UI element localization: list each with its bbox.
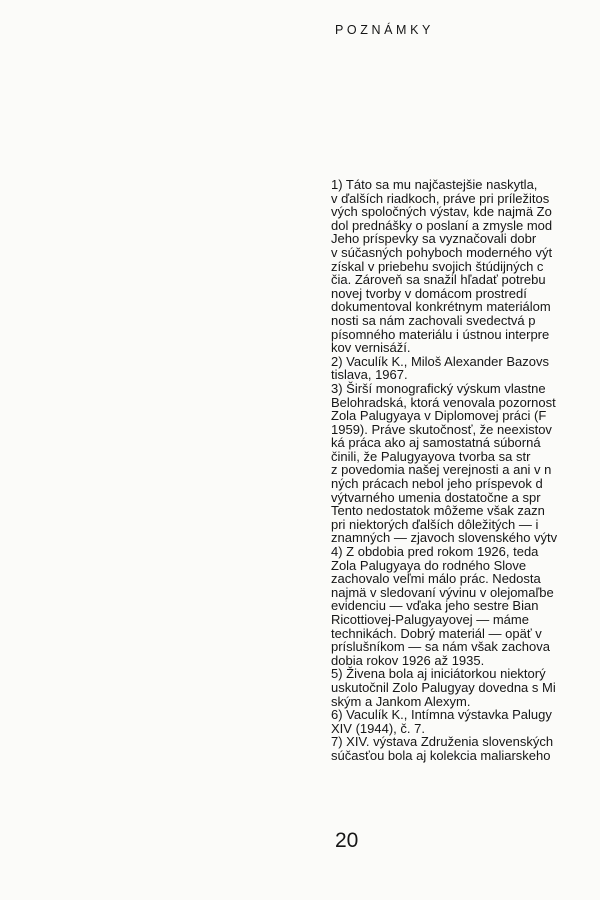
note-line: ká práca ako aj samostatná súborná xyxy=(331,435,541,451)
note-line: Ricottiovej-Palugyayovej — máme xyxy=(331,612,529,627)
note-line: Tento nedostatok môžeme však zazn xyxy=(331,503,545,519)
note-line: 4) Z obdobia pred rokom 1926, teda xyxy=(331,544,539,560)
note-line: činili, že Palugyayova tvorba sa str xyxy=(331,448,531,464)
note-line: ných prácach nebol jeho príspevok d xyxy=(331,476,543,492)
note-line: ským a Jankom Alexym. xyxy=(331,693,471,709)
note-line: kov vernisáží. xyxy=(331,340,411,356)
note-line: súčasťou bola aj kolekcia maliarskeho xyxy=(331,747,551,763)
note-line: 6) Vaculík K., Intímna výstavka Palugy xyxy=(331,707,552,723)
note-line: tislava, 1967. xyxy=(331,367,408,383)
note-line: novej tvorby v domácom prostredí xyxy=(331,285,527,301)
note-line: z povedomia našej verejnosti a ani v n xyxy=(331,462,552,478)
note-line: dokumentoval konkrétnym materiálom xyxy=(331,299,551,315)
note-line: najmä v sledovaní vývinu v olejomaľbe xyxy=(331,584,554,600)
note-line: technikách. Dobrý materiál — opäť v xyxy=(331,625,542,641)
note-line: zachovalo veľmi málo prác. Nedosta xyxy=(331,571,541,587)
note-line: čia. Zároveň sa snažil hľadať potrebu xyxy=(331,272,546,288)
note-line: v súčasných pohyboch moderného výt xyxy=(331,244,553,260)
note-line: v ďalších riadkoch, práve pri príležitos xyxy=(331,190,550,206)
note-line: 1) Táto sa mu najčastejšie naskytla, xyxy=(331,177,538,192)
note-line: príslušníkom — sa nám však zachova xyxy=(331,639,550,655)
note-line: 1959). Práve skutočnosť, že neexistov xyxy=(331,421,552,437)
note-line: Jeho príspevky sa vyznačovali dobr xyxy=(331,231,537,247)
note-line: písomného materiálu i ústnou interpre xyxy=(331,326,550,342)
note-line: vých spoločných výstav, kde najmä Zo xyxy=(331,204,552,220)
note-line: nosti sa nám zachovali svedectvá p xyxy=(331,312,536,328)
note-line: získal v priebehu svojich štúdijných c xyxy=(331,258,544,274)
footnotes-list xyxy=(331,178,600,763)
note-line: 7) XIV. výstava Združenia slovenských xyxy=(331,734,554,750)
note-line: znamných — zjavoch slovenského výtv xyxy=(331,530,558,546)
note-line: uskutočnil Zolo Palugyay dovedna s Mi xyxy=(331,679,556,695)
note-line: evidenciu — vďaka jeho sestre Bian xyxy=(331,598,539,614)
note-line: Zola Palugyaya v Diplomovej práci (F xyxy=(331,408,547,424)
section-heading: POZNÁMKY xyxy=(335,23,434,37)
note-line: XIV (1944), č. 7. xyxy=(331,720,425,736)
note-line: Belohradská, ktorá venovala pozornost xyxy=(331,394,556,410)
note-line: pri niektorých ďalších dôležitých — i xyxy=(331,516,539,532)
note-line: výtvarného umenia dostatočne a spr xyxy=(331,489,541,505)
note-line: dol prednášky o poslaní a zmysle mod xyxy=(331,217,553,233)
note-line: Zola Palugyaya do rodného Slove xyxy=(331,557,527,573)
page-number: 20 xyxy=(335,829,359,852)
note-line: 3) Širší monografický výskum vlastne xyxy=(331,380,546,396)
note-line: dobia rokov 1926 až 1935. xyxy=(331,652,485,668)
note-line: 2) Vaculík K., Miloš Alexander Bazovs xyxy=(331,353,549,369)
note-line: 5) Živena bola aj iniciátorkou niektorý xyxy=(331,666,546,682)
